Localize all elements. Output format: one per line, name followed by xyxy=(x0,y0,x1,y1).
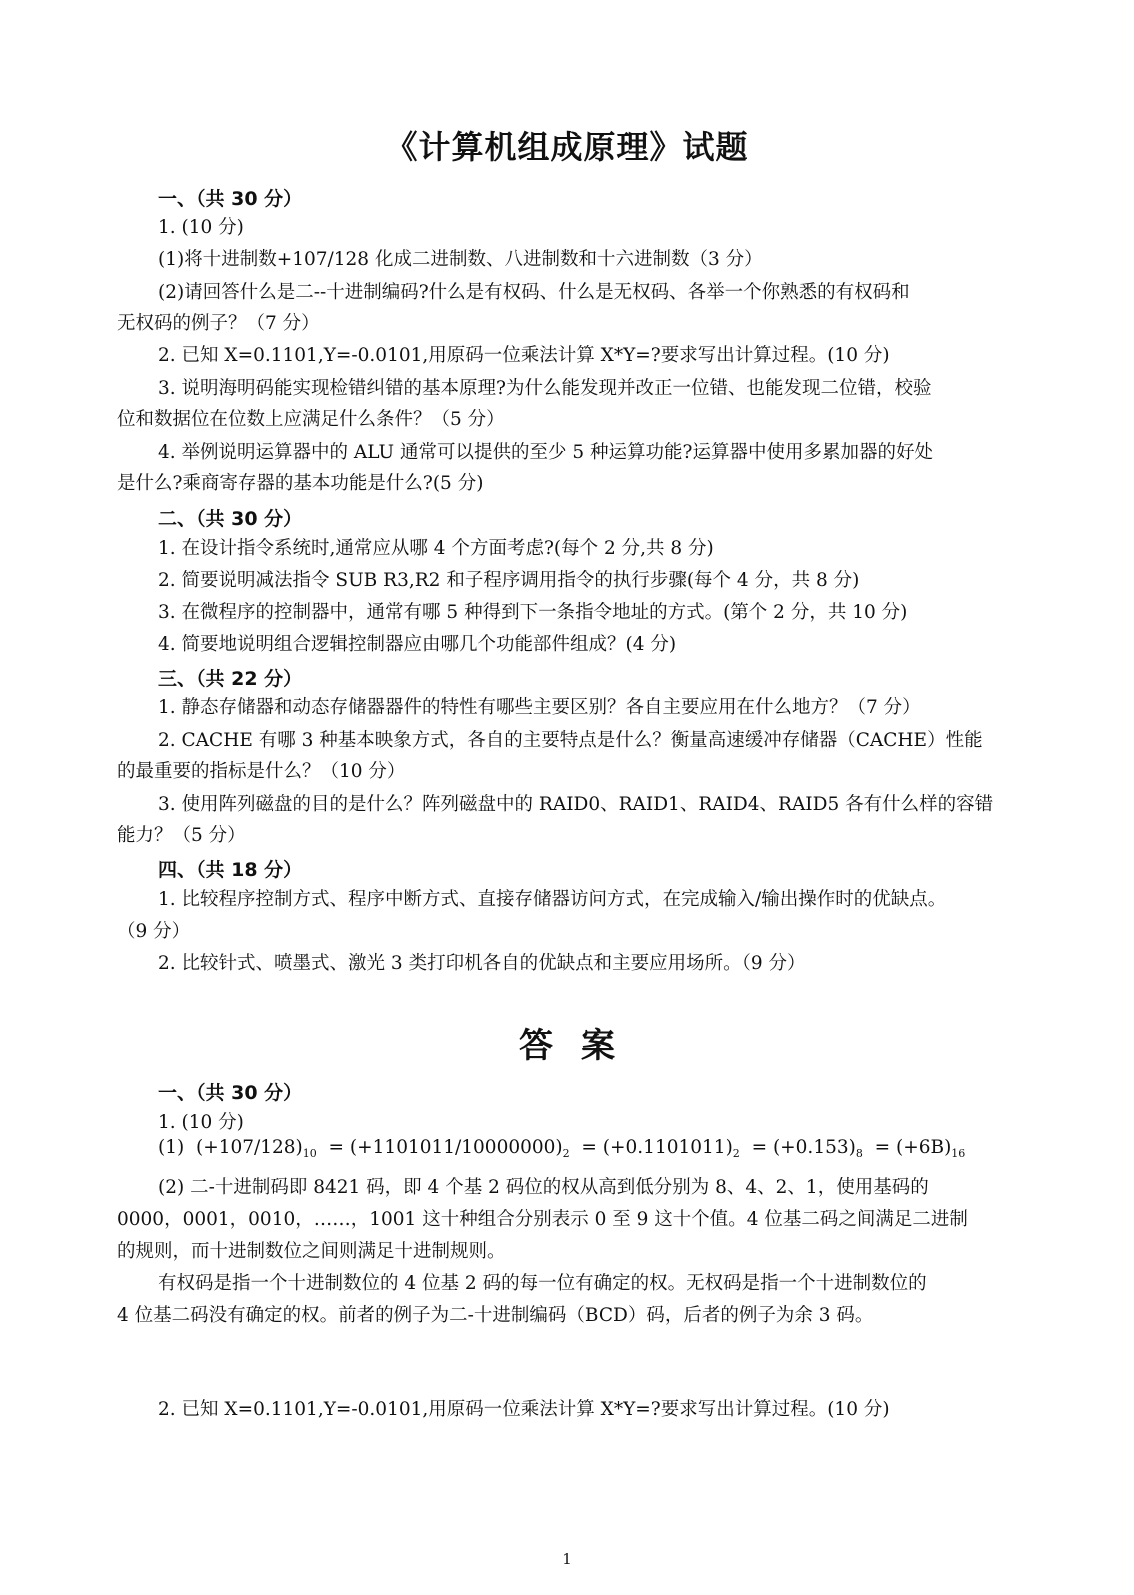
answer-1-3-line1: 有权码是指一个十进制数位的 4 位基 2 码的每一位有确定的权。无权码是指一个十进制数位的 xyxy=(158,1273,927,1294)
section-2-question-2: 2. 简要说明减法指令 SUB R3,R2 和子程序调用指令的执行步骤(每个 4 分，共 8 分) xyxy=(158,570,860,591)
section-2-question-4: 4. 简要地说明组合逻辑控制器应由哪几个功能部件组成？(4 分) xyxy=(158,634,677,655)
question-1-1: (1)将十进制数+107/128 化成二进制数、八进制数和十六进制数（3 分） xyxy=(158,249,763,270)
section-4-question-1-line1: 1. 比较程序控制方式、程序中断方式、直接存储器访问方式，在完成输入/输出操作时的优缺点。 xyxy=(158,889,947,910)
section-2-question-3: 3. 在微程序的控制器中，通常有哪 5 种得到下一条指令地址的方式。(第个 2 分，共 10 分) xyxy=(158,602,908,623)
section-4-question-1-line2: （9 分） xyxy=(117,921,191,942)
answer-1-2-line3: 的规则，而十进制数位之间则满足十进制规则。 xyxy=(117,1241,506,1262)
answer-1-2-line1: (2) 二-十进制码即 8421 码，即 4 个基 2 码位的权从高到低分别为 8、4、2、1，使用基码的 xyxy=(158,1177,929,1198)
page-title: 《计算机组成原理》试题 xyxy=(385,128,749,166)
question-1-2-line1: (2)请回答什么是二--十进制编码?什么是有权码、什么是无权码、各举一个你熟悉的有权码和 xyxy=(158,282,910,303)
section-3-question-3-line1: 3. 使用阵列磁盘的目的是什么？阵列磁盘中的 RAID0、RAID1、RAID4、RAID5 各有什么样的容错 xyxy=(158,794,994,815)
section-1-header: 一、（共 30 分） xyxy=(158,188,303,210)
question-1-2-line2: 无权码的例子？（7 分） xyxy=(117,313,320,334)
question-4-line2: 是什么?乘商寄存器的基本功能是什么?(5 分) xyxy=(117,473,484,494)
formula-base-5: 16 xyxy=(951,1147,966,1160)
question-2: 2. 已知 X=0.1101,Y=-0.0101,用原码一位乘法计算 X*Y=?要求写出计算过程。(10 分) xyxy=(158,345,890,366)
formula-prefix: (1) xyxy=(158,1137,185,1158)
answer-section-1-header: 一、（共 30 分） xyxy=(158,1082,303,1104)
formula-base-3: 2 xyxy=(732,1147,740,1160)
formula-term-2: = (+1101011/10000000) xyxy=(328,1137,563,1158)
section-4-header: 四、（共 18 分） xyxy=(158,859,303,881)
section-2-header: 二、（共 30 分） xyxy=(158,508,303,530)
formula-term-1: (+107/128) xyxy=(195,1137,303,1158)
page-number: 1 xyxy=(562,1550,572,1568)
answer-1-3-line2: 4 位基二码没有确定的权。前者的例子为二-十进制编码（BCD）码，后者的例子为余 3 码。 xyxy=(117,1305,874,1326)
section-3-question-2-line1: 2. CACHE 有哪 3 种基本映象方式，各自的主要特点是什么？衡量高速缓冲存储器（CACHE）性能 xyxy=(158,730,983,751)
question-3-line1: 3. 说明海明码能实现检错纠错的基本原理?为什么能发现并改正一位错、也能发现二位错，校验 xyxy=(158,378,932,399)
section-4-question-2: 2. 比较针式、喷墨式、激光 3 类打印机各自的优缺点和主要应用场所。（9 分） xyxy=(158,953,806,974)
formula-base-4: 8 xyxy=(855,1147,863,1160)
answer-1-1-formula xyxy=(158,1137,965,1160)
formula-base-1: 10 xyxy=(302,1147,317,1160)
answer-title: 答案 xyxy=(519,1026,643,1066)
answer-1-head: 1. (10 分) xyxy=(158,1112,244,1133)
answer-1-2-line2: 0000，0001，0010，……，1001 这十种组合分别表示 0 至 9 这十个值。4 位基二码之间满足二进制 xyxy=(117,1209,968,1230)
question-1-head: 1. (10 分) xyxy=(158,217,244,238)
section-3-question-2-line2: 的最重要的指标是什么？（10 分） xyxy=(117,761,406,782)
answer-2: 2. 已知 X=0.1101,Y=-0.0101,用原码一位乘法计算 X*Y=?要求写出计算过程。(10 分) xyxy=(158,1399,890,1420)
formula-term-5: = (+6B) xyxy=(874,1137,952,1158)
section-3-header: 三、（共 22 分） xyxy=(158,668,303,690)
section-3-question-3-line2: 能力？（5 分） xyxy=(117,825,246,846)
formula-term-3: = (+0.1101011) xyxy=(581,1137,733,1158)
section-2-question-1: 1. 在设计指令系统时,通常应从哪 4 个方面考虑?(每个 2 分,共 8 分) xyxy=(158,538,714,559)
question-4-line1: 4. 举例说明运算器中的 ALU 通常可以提供的至少 5 种运算功能?运算器中使用多累加器的好处 xyxy=(158,442,933,463)
formula-term-4: = (+0.153) xyxy=(751,1137,856,1158)
question-3-line2: 位和数据位在位数上应满足什么条件？（5 分） xyxy=(117,409,505,430)
section-3-question-1: 1. 静态存储器和动态存储器器件的特性有哪些主要区别？各自主要应用在什么地方？（7 分） xyxy=(158,697,921,718)
formula-base-2: 2 xyxy=(562,1147,570,1160)
